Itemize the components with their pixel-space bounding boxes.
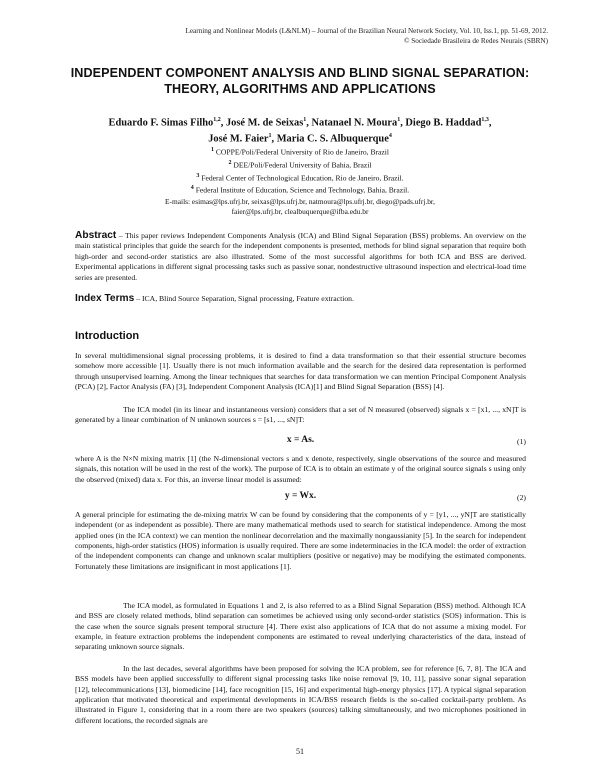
index-terms-text: – ICA, Blind Source Separation, Signal processing, Feature extraction. xyxy=(134,294,354,303)
paragraph: The ICA model, as formulated in Equations 1 and 2, is also referred to as a Blind Signal Separation (BSS) method. Although ICA and BSS are closely related methods, blind separation can sometimes be achieved using only second-order statistics (SOS) information. This is the case when the source signals present temporal structure [4]. There exist also applications of ICA that do not assume a mixing model. For example, in feature extraction problems the independent components are estimated to reveal underlying characteristics of the data, instead of separating unknown source signals. xyxy=(75,601,526,652)
author-name: José M. Faier xyxy=(208,133,269,145)
affiliation-text: Federal Center of Technological Education, Rio de Janeiro, Brazil. xyxy=(201,173,404,183)
paragraph: In the last decades, several algorithms have been proposed for solving the ICA problem, see for reference [6, 7, 8]. The ICA and BSS models have been applied successfully to different signal processing tasks like noise removal [9, 10, 11], passive sonar signal separation [12], telecommunications [13], biomedicine [14], face recognition [15, 16] and experimental high-energy physics [17]. A typical signal separation application that motivated theoretical and experimental developments in ICA/BSS research fields is the so-called cocktail-party problem. As illustrated in Figure 1, considering that in a room there are two speakers (sources) talking simultaneously, and two microphones positioned in different locations, the recorded signals are xyxy=(75,664,526,725)
author-name: Eduardo F. Simas Filho xyxy=(108,117,214,129)
affiliation xyxy=(120,183,480,196)
affiliation xyxy=(120,145,480,158)
author-line-1 xyxy=(70,114,530,130)
author-affil-sup: 1 xyxy=(268,132,272,139)
equation-body: x = As. xyxy=(286,435,315,445)
author-list xyxy=(70,114,530,146)
index-terms-label: Index Terms xyxy=(75,293,135,304)
affiliation-sup: 4 xyxy=(190,185,194,192)
index-terms xyxy=(75,293,526,304)
journal-citation: Learning and Nonlinear Models (L&NLM) – Journal of the Brazilian Neural Network Society, Vol. 10, Iss.1, pp. 51-69, 2012. xyxy=(185,27,548,35)
affiliation xyxy=(120,158,480,171)
section-heading: Introduction xyxy=(75,330,140,342)
author-affil-sup: 1 xyxy=(303,117,307,123)
author-affil-sup: 4 xyxy=(388,132,392,139)
author-name: Diego B. Haddad xyxy=(405,117,482,129)
paragraph: In several multidimensional signal processing problems, it is desired to find a data transformation so that their essential structure becomes somehow more accessible [1]. Usually there is not much information available and the search for the desired data representation is performed through unsupervised learning. Among the linear techniques that searches for data transformation we can mention Principal Component Analysis (PCA) [2], Factor Analysis (FA) [3], Independent Component Analysis (ICA)[1] and Blind Signal Separation (BSS) [4]. xyxy=(75,351,526,392)
author-sep: , xyxy=(488,117,492,129)
affiliation-text: COPPE/Poli/Federal University of Rio de Janeiro, Brazil xyxy=(215,147,390,157)
affiliation-text: Federal Institute of Education, Science and Technology, Bahia, Brazil. xyxy=(195,186,410,196)
abstract-label: Abstract xyxy=(75,230,117,241)
author-sep: , xyxy=(400,117,406,129)
author-sep: , xyxy=(271,133,277,145)
affiliation xyxy=(120,171,480,184)
abstract xyxy=(75,231,526,283)
title-line-1: INDEPENDENT COMPONENT ANALYSIS AND BLIND SIGNAL SEPARATION: xyxy=(70,66,530,80)
equation-body: y = Wx. xyxy=(284,491,317,501)
author-emails xyxy=(90,197,510,217)
journal-header xyxy=(88,26,548,46)
affiliations xyxy=(120,145,480,196)
author-name: Natanael N. Moura xyxy=(311,117,398,129)
page-number: 51 xyxy=(296,747,304,756)
affiliation-sup: 3 xyxy=(196,172,200,179)
emails-line-2: faier@lps.ufrj.br, clealbuquerque@ifba.edu.br xyxy=(231,207,369,217)
author-name: José M. de Seixas xyxy=(225,117,304,129)
author-affil-sup: 1,2 xyxy=(213,117,221,123)
abstract-text: – This paper reviews Independent Components Analysis (ICA) and Blind Signal Separation (BSS) problems. An overview on the main statistical principles that guide the search for the independent components is presented, methods for blind signal separation that require both high-order and second-order statistics are also illustrated. Some of the most successful algorithms for both ICA and BSS are derived. Experimental applications in different signal processing tasks such as passive sonar, nondestructive ultrasound inspection and electrical-load time series are presented. xyxy=(75,231,526,282)
affiliation-sup: 2 xyxy=(228,159,232,166)
title-line-2: THEORY, ALGORITHMS AND APPLICATIONS xyxy=(164,81,436,96)
copyright-line: © Sociedade Brasileira de Redes Neurais (SBRN) xyxy=(404,37,548,45)
author-line-2 xyxy=(70,130,530,146)
paragraph: where A is the N×N mixing matrix [1] (the N-dimensional vectors s and x denote, respectively, single observations of the source and measured signals, this notation will be used in the rest of the work). The purpose of ICA is to obtain an estimate y of the original source signals s using only the observed (mixed) data x. For this, an inverse linear model is assumed: xyxy=(75,454,526,484)
affiliation-sup: 1 xyxy=(210,147,214,153)
paragraph: The ICA model (in its linear and instantaneous version) considers that a set of N measured (observed) signals x = [x1, ..., xN]T is generated by a linear combination of N unknown sources s = [s1, ..., sN]T: xyxy=(75,405,526,425)
equation-number: (2) xyxy=(517,493,526,502)
equation-number: (1) xyxy=(517,437,526,446)
affiliation-text: DEE/Poli/Federal University of Bahia, Brazil xyxy=(233,160,372,170)
author-name: Maria C. S. Albuquerque xyxy=(276,133,389,145)
author-affil-sup: 1,3 xyxy=(481,117,489,123)
author-sep: , xyxy=(220,117,226,129)
paragraph: A general principle for estimating the de-mixing matrix W can be found by considering that the components of y = [y1, ..., yN]T are statistically independent (or as independent as possible). There are many mathematical methods used to search for statistical independence. Among the most applied ones (in the ICA context) we can mention the nonlinear decorrelation and the maximally nongaussianity [5]. In the search for independent components, high-order statistics (HOS) information is usually required. There are some indeterminacies in the ICA model: the order of extraction of the independent components can change and unknown scalar multipliers (positive or negative) may be modifying the estimated components. Fortunately these limitations are insignificant in most applications [1]. xyxy=(75,510,526,571)
paper-title xyxy=(60,66,540,97)
author-sep: , xyxy=(306,117,312,129)
emails-line-1: E-mails: esimas@lps.ufrj.br, seixas@lps.ufrj.br, natmoura@lps.ufrj.br, diego@pads.ufrj.br, xyxy=(165,197,435,206)
author-affil-sup: 1 xyxy=(397,117,401,123)
